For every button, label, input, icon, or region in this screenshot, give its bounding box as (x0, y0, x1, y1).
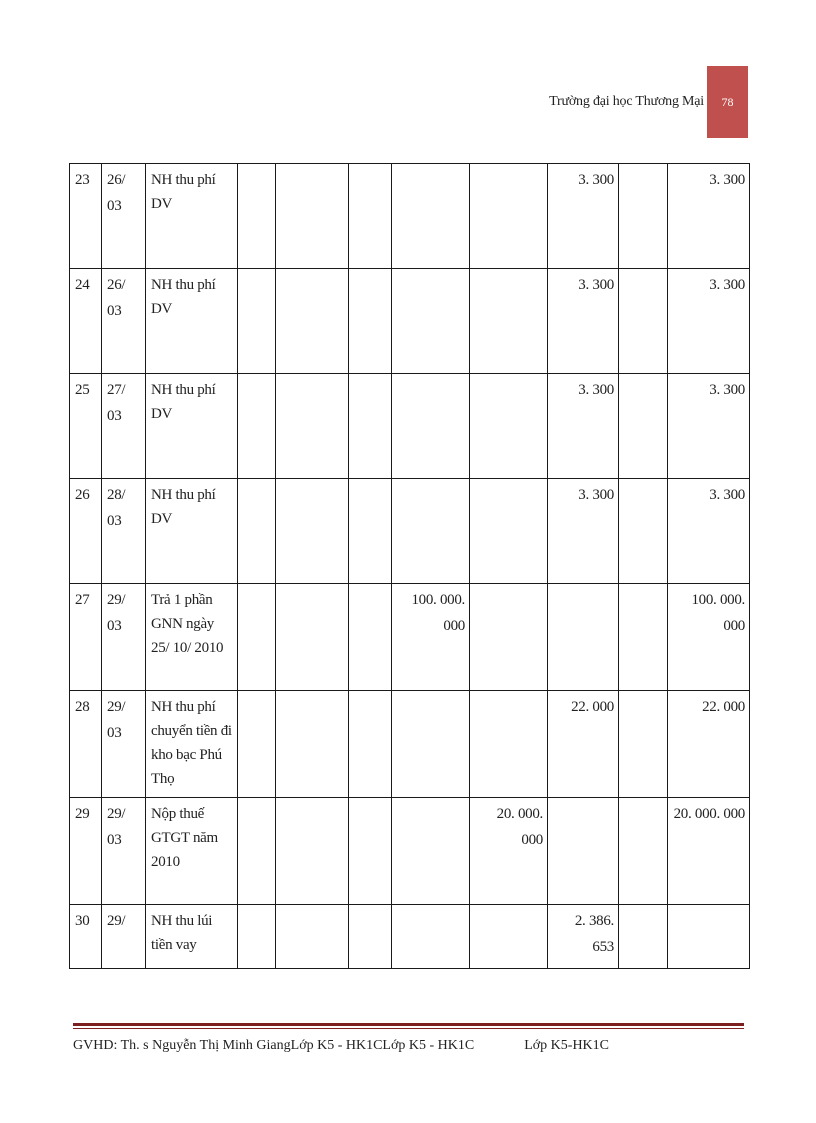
cell-c8: 3. 300 (668, 269, 750, 374)
cell-stt: 23 (70, 164, 102, 269)
cell-c4 (392, 798, 470, 905)
ledger-body (70, 164, 750, 969)
cell-c2 (276, 269, 349, 374)
cell-stt: 25 (70, 374, 102, 479)
page-number-badge (707, 66, 748, 138)
cell-c3 (349, 269, 392, 374)
table-row (70, 905, 750, 969)
footer-text (73, 1038, 609, 1054)
cell-c5 (470, 905, 548, 969)
table-row (70, 691, 750, 798)
cell-c8 (668, 905, 750, 969)
cell-c5 (470, 164, 548, 269)
cell-c8: 3. 300 (668, 479, 750, 584)
cell-c4 (392, 691, 470, 798)
cell-date: 29/ (102, 905, 146, 969)
cell-desc: NH thu phí DV (146, 479, 238, 584)
cell-c1 (238, 269, 276, 374)
cell-c4 (392, 269, 470, 374)
cell-c3 (349, 798, 392, 905)
table-row (70, 374, 750, 479)
table-row (70, 584, 750, 691)
cell-c3 (349, 374, 392, 479)
footer-class: Lớp K5-HK1C (524, 1038, 610, 1053)
cell-c4 (392, 374, 470, 479)
table-row (70, 269, 750, 374)
cell-c6: 3. 300 (548, 269, 619, 374)
cell-c1 (238, 905, 276, 969)
cell-date: 29/ 03 (102, 691, 146, 798)
cell-c1 (238, 479, 276, 584)
cell-c8: 22. 000 (668, 691, 750, 798)
cell-c3 (349, 479, 392, 584)
header-school-name: Trường đại học Thương Mại (549, 94, 704, 109)
cell-c6: 3. 300 (548, 164, 619, 269)
page-number: 78 (721, 94, 734, 109)
cell-c6: 22. 000 (548, 691, 619, 798)
footer-rule (73, 1023, 744, 1029)
cell-c5 (470, 479, 548, 584)
cell-c3 (349, 905, 392, 969)
cell-c8: 100. 000. 000 (668, 584, 750, 691)
cell-c1 (238, 798, 276, 905)
cell-c6: 3. 300 (548, 479, 619, 584)
cell-c1 (238, 374, 276, 479)
cell-c7 (619, 798, 668, 905)
cell-c7 (619, 164, 668, 269)
footer-instructor: GVHD: Th. s Nguyễn Thị Minh GiangLớp K5 - HK1CLớp K5 - HK1C (73, 1038, 475, 1053)
cell-c8: 20. 000. 000 (668, 798, 750, 905)
cell-c2 (276, 691, 349, 798)
cell-stt: 28 (70, 691, 102, 798)
cell-desc: NH thu phí DV (146, 164, 238, 269)
cell-c8: 3. 300 (668, 374, 750, 479)
cell-c3 (349, 691, 392, 798)
cell-date: 26/ 03 (102, 164, 146, 269)
cell-c4: 100. 000. 000 (392, 584, 470, 691)
cell-desc: NH thu phí DV (146, 374, 238, 479)
cell-stt: 29 (70, 798, 102, 905)
cell-date: 28/ 03 (102, 479, 146, 584)
table-row (70, 479, 750, 584)
cell-c6: 3. 300 (548, 374, 619, 479)
cell-c2 (276, 374, 349, 479)
cell-c2 (276, 798, 349, 905)
cell-c7 (619, 691, 668, 798)
cell-c5 (470, 584, 548, 691)
cell-c7 (619, 374, 668, 479)
cell-c5: 20. 000. 000 (470, 798, 548, 905)
cell-c7 (619, 269, 668, 374)
cell-c6 (548, 584, 619, 691)
cell-c7 (619, 479, 668, 584)
cell-c2 (276, 905, 349, 969)
cell-desc: NH thu phí chuyển tiền đi kho bạc Phú Thọ (146, 691, 238, 798)
cell-date: 29/ 03 (102, 798, 146, 905)
table-row (70, 164, 750, 269)
cell-c1 (238, 164, 276, 269)
cell-desc: Trả 1 phần GNN ngày 25/ 10/ 2010 (146, 584, 238, 691)
cell-c8: 3. 300 (668, 164, 750, 269)
cell-desc: NH thu lúi tiền vay (146, 905, 238, 969)
cell-date: 26/ 03 (102, 269, 146, 374)
cell-c6: 2. 386. 653 (548, 905, 619, 969)
cell-date: 27/ 03 (102, 374, 146, 479)
cell-stt: 27 (70, 584, 102, 691)
cell-stt: 24 (70, 269, 102, 374)
cell-desc: NH thu phí DV (146, 269, 238, 374)
cell-c2 (276, 584, 349, 691)
cell-stt: 26 (70, 479, 102, 584)
cell-c4 (392, 479, 470, 584)
cell-desc: Nộp thuế GTGT năm 2010 (146, 798, 238, 905)
cell-c2 (276, 479, 349, 584)
cell-c7 (619, 905, 668, 969)
cell-date: 29/ 03 (102, 584, 146, 691)
cell-c5 (470, 269, 548, 374)
cell-c4 (392, 905, 470, 969)
cell-c1 (238, 584, 276, 691)
cell-c6 (548, 798, 619, 905)
cell-c4 (392, 164, 470, 269)
cell-c5 (470, 374, 548, 479)
cell-c2 (276, 164, 349, 269)
cell-c3 (349, 584, 392, 691)
cell-c3 (349, 164, 392, 269)
cell-stt: 30 (70, 905, 102, 969)
cell-c5 (470, 691, 548, 798)
cell-c1 (238, 691, 276, 798)
table-row (70, 798, 750, 905)
ledger-table (69, 163, 750, 969)
cell-c7 (619, 584, 668, 691)
